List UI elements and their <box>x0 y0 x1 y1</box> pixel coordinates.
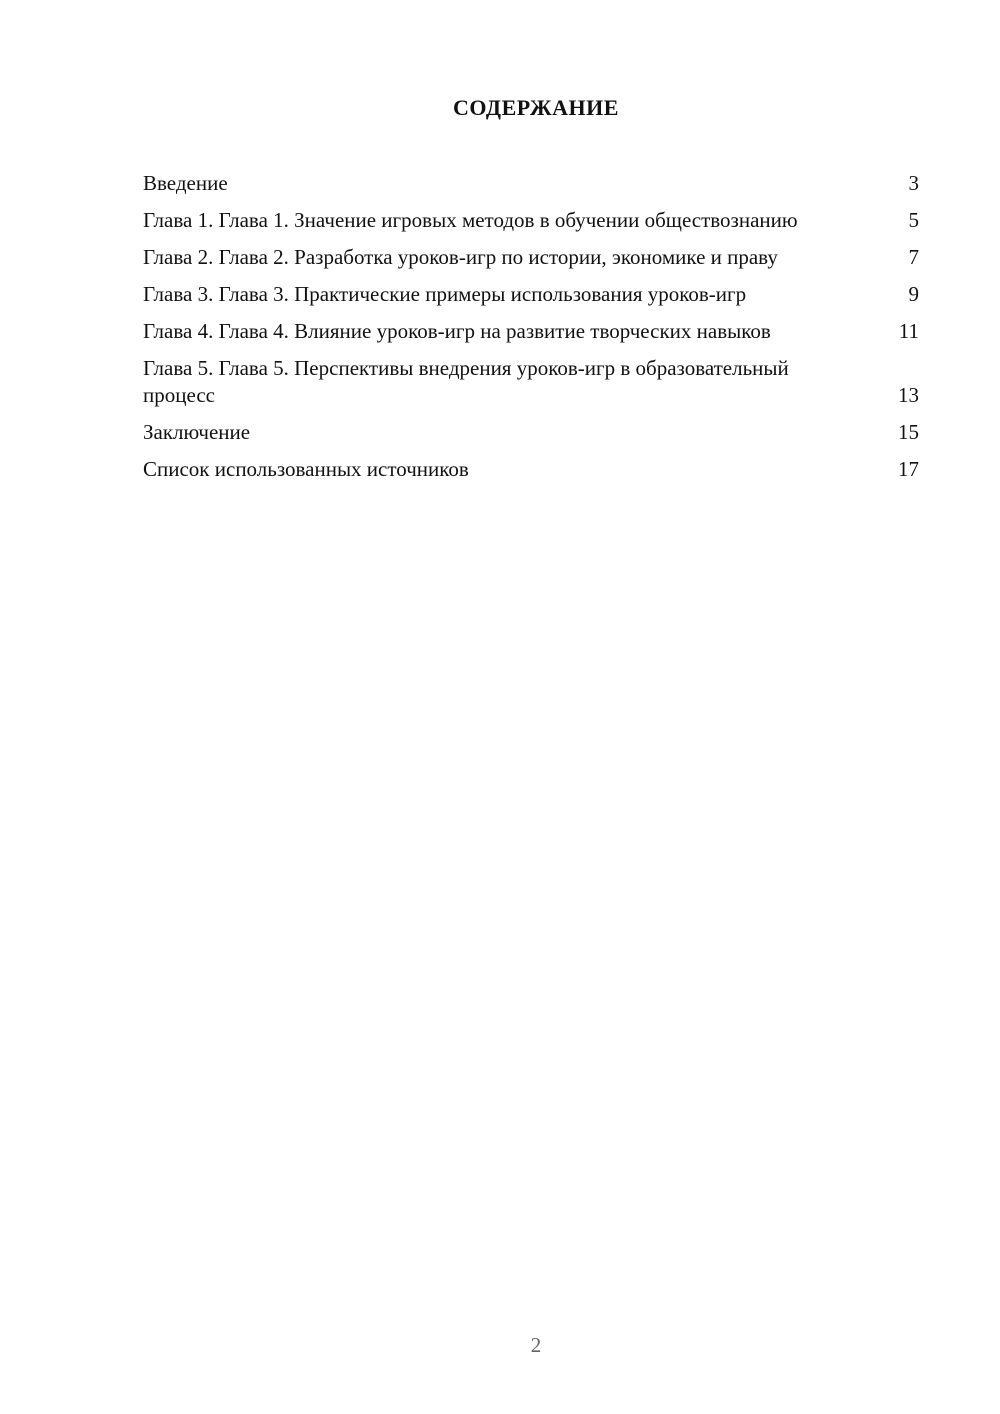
toc-entry-page: 11 <box>898 319 919 343</box>
page-title: СОДЕРЖАНИЕ <box>453 95 619 120</box>
toc-entry-chapter-1 <box>143 207 919 234</box>
toc-entry-page: 15 <box>898 420 919 444</box>
table-of-contents <box>143 170 919 493</box>
toc-entry-page: 9 <box>908 282 919 306</box>
toc-entry-title: Глава 2. Глава 2. Разработка уроков-игр по истории, экономике и праву <box>143 245 778 269</box>
toc-entry-introduction <box>143 170 919 197</box>
toc-entry-page: 3 <box>908 171 919 195</box>
toc-entry-chapter-4 <box>143 318 919 345</box>
toc-entry-title: Введение <box>143 171 228 195</box>
toc-entry-title: Глава 5. Глава 5. Перспективы внедрения уроков-игр в образовательный процесс <box>143 356 789 407</box>
toc-entry-chapter-3 <box>143 281 919 308</box>
toc-entry-title: Глава 3. Глава 3. Практические примеры использования уроков-игр <box>143 282 747 306</box>
toc-entry-title: Список использованных источников <box>143 457 469 481</box>
page-number: 2 <box>530 1333 542 1357</box>
toc-entry-page: 7 <box>908 245 919 269</box>
toc-entry-title: Глава 4. Глава 4. Влияние уроков-игр на развитие творческих навыков <box>143 319 771 343</box>
toc-entry-title: Глава 1. Глава 1. Значение игровых методов в обучении обществознанию <box>143 208 798 232</box>
toc-entry-references <box>143 456 919 483</box>
toc-entry-chapter-2 <box>143 244 919 271</box>
toc-entry-page: 13 <box>898 383 919 407</box>
toc-entry-page: 5 <box>908 208 919 232</box>
toc-entry-page: 17 <box>898 457 919 481</box>
toc-entry-chapter-5 <box>143 355 919 409</box>
toc-entry-conclusion <box>143 419 919 446</box>
toc-entry-title: Заключение <box>143 420 251 444</box>
